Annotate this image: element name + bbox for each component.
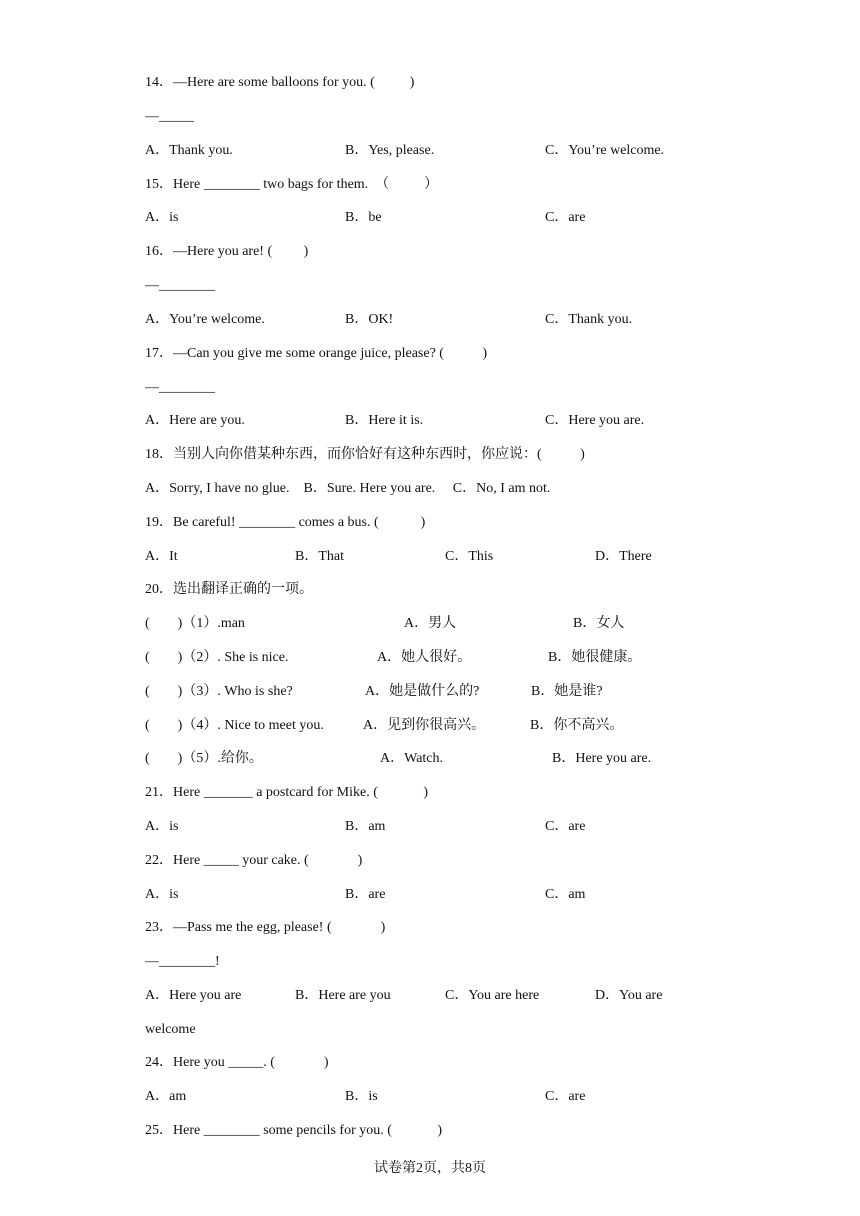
question-20-item-4-option-b: B．你不高兴。 bbox=[530, 718, 624, 733]
question-22-option-a: A．is bbox=[145, 887, 179, 902]
question-17-option-b: B．Here it is. bbox=[345, 413, 424, 428]
question-22-option-b: B．are bbox=[345, 887, 386, 902]
question-15-option-b: B．be bbox=[345, 210, 382, 225]
question-14-option-b: B．Yes, please. bbox=[345, 143, 435, 158]
question-17-option-c: C．Here you are. bbox=[545, 413, 645, 428]
question-20-item-4-option-a: A．见到你很高兴。 bbox=[363, 718, 486, 733]
question-24-option-b: B．is bbox=[345, 1089, 378, 1104]
question-23-option-d: D．You are bbox=[595, 988, 663, 1003]
question-17-option-a: A．Here are you. bbox=[145, 413, 245, 428]
question-20-item-1: ( )（1）.man bbox=[145, 616, 245, 631]
question-14-option-a: A．Thank you. bbox=[145, 143, 233, 158]
question-14-option-c: C．You’re welcome. bbox=[545, 143, 665, 158]
question-23-option-a: A．Here you are bbox=[145, 988, 242, 1003]
question-20-item-2: ( )（2）. She is nice. bbox=[145, 650, 289, 665]
question-22-stem: 22．Here _____ your cake. ( ) bbox=[145, 853, 363, 868]
question-19-stem: 19．Be careful! ________ comes a bus. ( ) bbox=[145, 515, 426, 530]
question-16-option-a: A．You’re welcome. bbox=[145, 312, 265, 327]
question-16-reply: —________ bbox=[145, 278, 215, 293]
question-20-item-1-option-b: B．女人 bbox=[573, 616, 625, 631]
question-19-option-a: A．It bbox=[145, 549, 178, 564]
question-20-item-5-option-a: A．Watch. bbox=[380, 751, 444, 766]
question-24-stem: 24．Here you _____. ( ) bbox=[145, 1055, 329, 1070]
question-19-option-b: B．That bbox=[295, 549, 344, 564]
question-18-stem: 18．当别人向你借某种东西，而你恰好有这种东西时，你应说：( ) bbox=[145, 447, 585, 462]
question-16-stem: 16．—Here you are! ( ) bbox=[145, 244, 309, 259]
question-14-reply: —_____ bbox=[145, 109, 194, 124]
question-23-option-d-continued: welcome bbox=[145, 1022, 196, 1037]
question-21-stem: 21．Here _______ a postcard for Mike. ( ) bbox=[145, 785, 429, 800]
question-20-item-5: ( )（5）.给你。 bbox=[145, 751, 263, 766]
question-16-option-c: C．Thank you. bbox=[545, 312, 633, 327]
question-17-stem: 17．—Can you give me some orange juice, please? ( ) bbox=[145, 346, 488, 361]
question-20-item-3-option-b: B．她是谁? bbox=[531, 684, 603, 699]
question-19-option-d: D．There bbox=[595, 549, 652, 564]
question-20-item-5-option-b: B．Here you are. bbox=[552, 751, 652, 766]
question-21-option-b: B．am bbox=[345, 819, 386, 834]
question-14-stem: 14．—Here are some balloons for you. ( ) bbox=[145, 75, 415, 90]
question-18-options: A．Sorry, I have no glue. B．Sure. Here you are. C．No, I am not. bbox=[145, 481, 551, 496]
question-23-option-b: B．Here are you bbox=[295, 988, 391, 1003]
question-22-option-c: C．am bbox=[545, 887, 586, 902]
question-17-reply: —________ bbox=[145, 380, 215, 395]
question-23-stem: 23．—Pass me the egg, please! ( ) bbox=[145, 920, 386, 935]
question-20-item-2-option-a: A．她人很好。 bbox=[377, 650, 472, 665]
question-20-stem: 20．选出翻译正确的一项。 bbox=[145, 582, 313, 597]
page-footer: 试卷第2页，共8页 bbox=[374, 1161, 486, 1176]
question-15-option-c: C．are bbox=[545, 210, 586, 225]
question-21-option-a: A．is bbox=[145, 819, 179, 834]
question-15-option-a: A．is bbox=[145, 210, 179, 225]
question-24-option-c: C．are bbox=[545, 1089, 586, 1104]
question-20-item-3: ( )（3）. Who is she? bbox=[145, 684, 293, 699]
question-23-reply: —________! bbox=[145, 954, 220, 969]
question-16-option-b: B．OK! bbox=[345, 312, 394, 327]
question-20-item-3-option-a: A．她是做什么的? bbox=[365, 684, 480, 699]
question-25-stem: 25．Here ________ some pencils for you. ( ) bbox=[145, 1123, 443, 1138]
question-21-option-c: C．are bbox=[545, 819, 586, 834]
question-23-option-c: C．You are here bbox=[445, 988, 540, 1003]
question-24-option-a: A．am bbox=[145, 1089, 187, 1104]
question-19-option-c: C．This bbox=[445, 549, 494, 564]
question-20-item-4: ( )（4）. Nice to meet you. bbox=[145, 718, 324, 733]
question-20-item-2-option-b: B．她很健康。 bbox=[548, 650, 642, 665]
question-20-item-1-option-a: A．男人 bbox=[404, 616, 457, 631]
question-15-stem: 15．Here ________ two bags for them. （ ） bbox=[145, 177, 439, 192]
